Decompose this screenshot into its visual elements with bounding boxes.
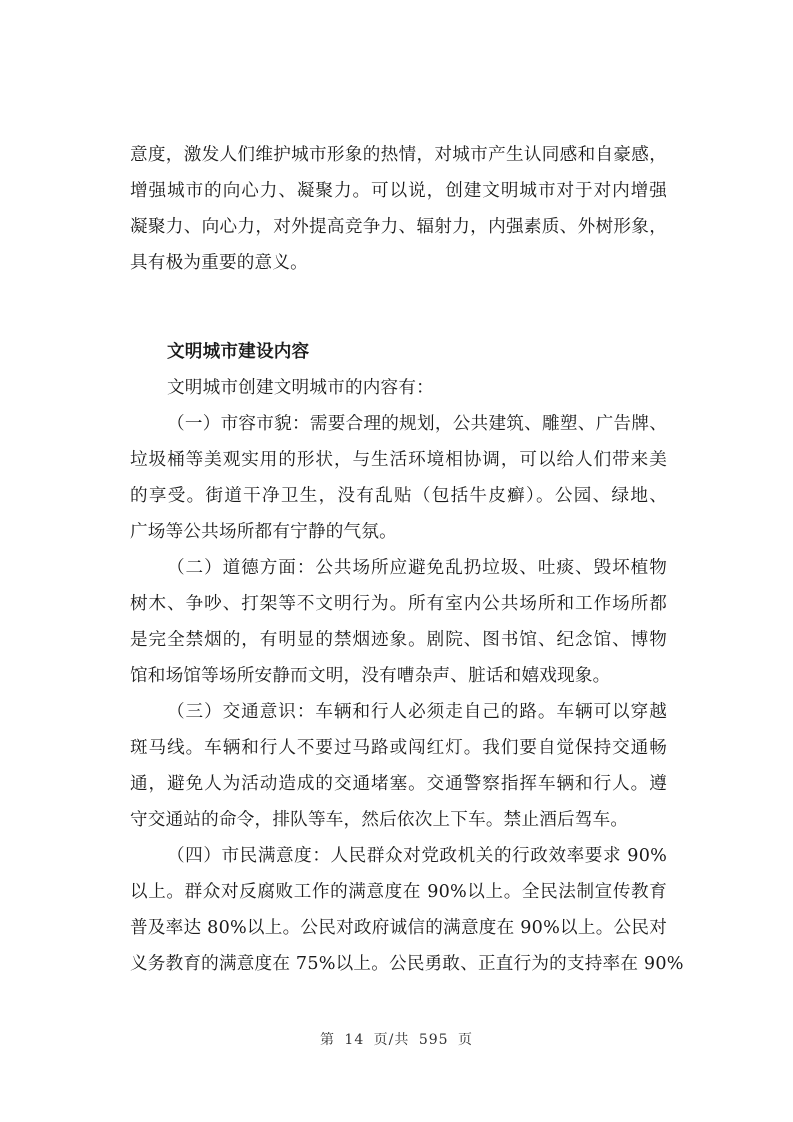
text-line: 具有极为重要的意义。: [130, 253, 308, 273]
paragraph-gap: [130, 281, 667, 334]
text-line: 凝聚力、向心力，对外提高竞争力、辐射力，内强素质、外树形象，: [130, 217, 667, 237]
text-line: 馆和场馆等场所安静而文明，没有嘈杂声、脏话和嬉戏现象。: [130, 666, 611, 686]
text-line: 义务教育的满意度在 75%以上。公民勇敢、正直行为的支持率在 90%: [130, 954, 684, 974]
text-line: 以上。群众对反腐败工作的满意度在 90%以上。全民法制宣传教育: [130, 882, 667, 902]
text-line: （一）市容市貌：需要合理的规划，公共建筑、雕塑、广告牌、: [167, 414, 667, 434]
text-line: （三）交通意识：车辆和行人必须走自己的路。车辆可以穿越: [167, 702, 667, 722]
section-city-appearance: [130, 406, 667, 550]
section-traffic-awareness: [130, 694, 667, 838]
section-citizen-satisfaction: [130, 838, 684, 982]
text-line: 广场等公共场所都有宁静的气氛。: [130, 522, 397, 542]
text-line: 增强城市的向心力、凝聚力。可以说，创建文明城市对于对内增强: [130, 181, 667, 201]
text-line: 通，避免人为活动造成的交通堵塞。交通警察指挥车辆和行人。遵: [130, 774, 667, 794]
section-heading: 文明城市建设内容: [167, 341, 310, 362]
text-line: 意度，激发人们维护城市形象的热情，对城市产生认同感和自豪感，: [130, 145, 667, 165]
text-line: 垃圾桶等美观实用的形状，与生活环境相协调，可以给人们带来美: [130, 450, 667, 470]
text-line: （二）道德方面：公共场所应避免乱扔垃圾、吐痰、毁坏植物: [167, 558, 667, 578]
text-line: （四）市民满意度：人民群众对党政机关的行政效率要求 90%: [167, 846, 667, 866]
paragraph-intro-continuation: [130, 137, 667, 281]
lead-sentence: 文明城市创建文明城市的内容有：: [167, 378, 434, 398]
text-line: 树木、争吵、打架等不文明行为。所有室内公共场所和工作场所都: [130, 594, 667, 614]
text-line: 斑马线。车辆和行人不要过马路或闯红灯。我们要自觉保持交通畅: [130, 738, 667, 758]
text-line: 的享受。街道干净卫生，没有乱贴（包括牛皮癣）。公园、绿地、: [130, 486, 667, 506]
text-line: 普及率达 80%以上。公民对政府诚信的满意度在 90%以上。公民对: [130, 918, 667, 938]
text-line: 是完全禁烟的，有明显的禁烟迹象。剧院、图书馆、纪念馆、博物: [130, 630, 667, 650]
section-morality: [130, 550, 667, 694]
body-text: [130, 137, 684, 982]
page-number-footer: 第 14 页/共 595 页: [319, 1032, 474, 1048]
text-line: 守交通站的命令，排队等车，然后依次上下车。禁止酒后驾车。: [130, 810, 629, 830]
